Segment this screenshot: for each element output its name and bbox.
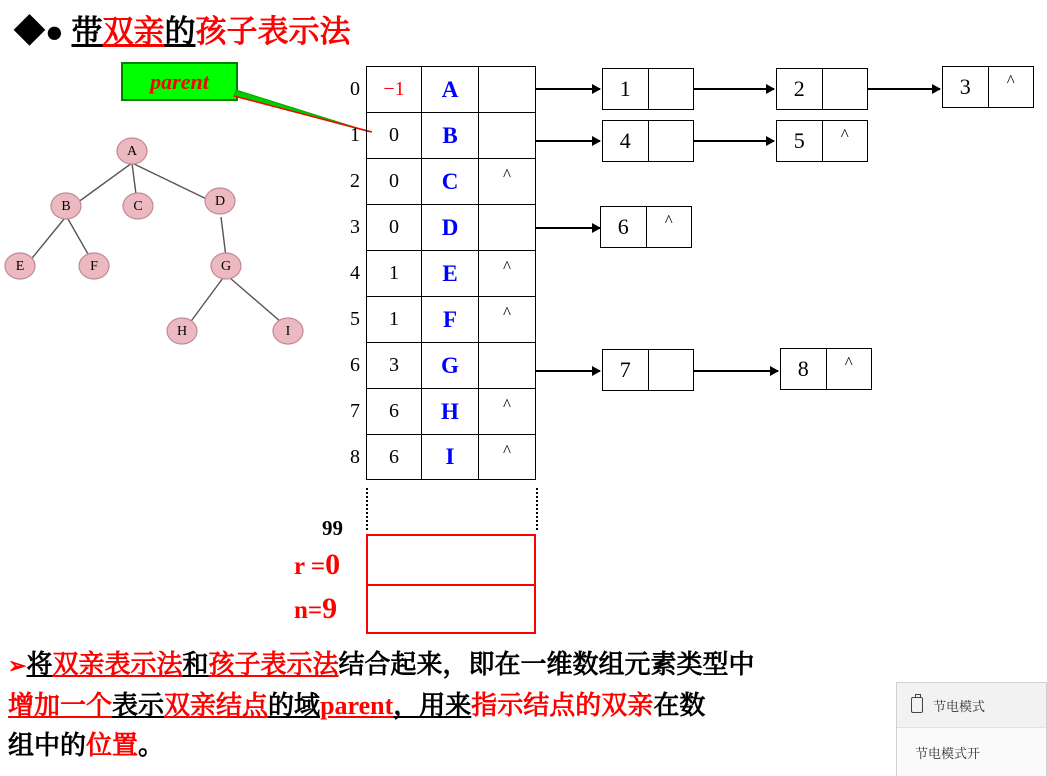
list-node [602,68,694,110]
svg-text:H: H [176,324,188,340]
title-part3: 的 [164,14,196,49]
svg-text:D: D [214,194,226,210]
rn-box [366,534,536,634]
cell-pointer: ^ [478,296,536,342]
table-row [350,434,536,480]
cell-parent: 0 [366,204,421,250]
list-node [602,120,694,162]
cell-parent: 0 [366,112,421,158]
list-node [776,68,868,110]
node-pointer: ^ [1006,71,1015,90]
row-index: 7 [350,399,360,422]
cell-data: G [421,342,478,388]
parent-callout-label: parent [150,68,209,94]
link-arrow [694,370,778,372]
b3b: 位置 [86,731,139,760]
cell-data: F [421,296,478,342]
node-pointer [823,69,868,109]
link-arrow [694,88,774,90]
table-row [350,388,536,434]
bottom-line-2 [8,686,1043,726]
node-value: 8 [781,349,827,389]
node-pointer: ^ [840,125,849,144]
b2c: 双亲结点 [164,691,269,720]
cell-parent: 6 [366,388,421,434]
array-table [350,66,536,480]
r-label [294,548,340,582]
r-value: 0 [325,548,341,581]
node-pointer: ^ [844,353,853,372]
cell-parent: 1 [366,296,421,342]
node-value: 5 [777,121,823,161]
b1c: 和 [182,650,209,679]
row-index: 1 [350,123,360,146]
node-pointer [649,350,694,390]
battery-saver-popup[interactable] [896,682,1047,776]
b2i: 在数 [653,691,706,720]
cell-data: H [421,388,478,434]
link-arrow [536,88,600,90]
row-index: 4 [350,261,360,284]
node-pointer [649,69,694,109]
cell-data: I [421,434,478,480]
list-node [776,120,868,162]
node-value: 3 [943,67,989,107]
cell-pointer: ^ [478,250,536,296]
cell-data: B [421,112,478,158]
svg-text:I: I [285,324,291,340]
link-arrow [694,140,774,142]
title-bullets: ◆● [14,14,64,49]
row-index: 2 [350,169,360,192]
link-arrow [536,370,600,372]
svg-text:G: G [220,259,232,275]
row-index: 5 [350,307,360,330]
cell-data: C [421,158,478,204]
battery-saver-status-label: 节电模式开 [915,745,981,761]
row-index: 6 [350,353,360,376]
cell-parent: 0 [366,158,421,204]
r-label-text: r = [294,553,326,580]
svg-text:E: E [15,259,25,275]
list-node [600,206,692,248]
cell-pointer [478,112,536,158]
n-label-text: n= [294,597,323,624]
cell-pointer [478,204,536,250]
table-row [350,66,536,112]
cell-pointer: ^ [478,158,536,204]
cell-parent: 3 [366,342,421,388]
row-index: 3 [350,215,360,238]
table-row [350,204,536,250]
b1e: 结合起来，即在一维数组元素类型中 [338,650,755,679]
table-continuation-left [366,488,368,530]
battery-saver-status [897,727,1046,776]
cell-parent: −1 [366,66,421,112]
table-row [350,112,536,158]
b2e: parent [320,691,394,720]
cell-pointer: ^ [478,388,536,434]
table-row [350,158,536,204]
last-index-label: 99 [322,516,343,540]
row-index: 0 [350,77,360,100]
table-row [350,342,536,388]
cell-pointer [478,342,536,388]
cell-pointer [478,66,536,112]
battery-saver-item[interactable] [897,683,1046,727]
bottom-line-1 [8,645,1043,686]
title-part2: 双亲 [102,14,165,49]
bottom-text [8,645,1043,766]
row-index: 8 [350,445,360,468]
b2h: 结点的双亲 [523,691,654,720]
cell-data: A [421,66,478,112]
list-node [942,66,1034,108]
node-value: 6 [601,207,647,247]
b3a: 组中的 [8,731,87,760]
cell-parent: 1 [366,250,421,296]
battery-icon [911,697,923,713]
table-row [350,250,536,296]
node-pointer: ^ [664,211,673,230]
svg-text:A: A [126,144,138,160]
b2d: 的域 [268,691,321,720]
svg-text:F: F [90,259,98,275]
cell-data: D [421,204,478,250]
rn-divider [368,584,534,586]
b3c: 。 [138,731,165,760]
table-row [350,296,536,342]
n-label [294,592,337,626]
node-pointer [649,121,694,161]
link-arrow [536,227,600,229]
tree-diagram [0,130,330,370]
page-title [14,6,350,51]
node-value: 4 [603,121,649,161]
bullet-arrow-icon: ➢ [8,653,27,678]
b2g: 指示 [471,691,524,720]
title-part4: 孩子表示法 [195,14,351,49]
node-value: 7 [603,350,649,390]
b2a: 增加一个 [8,691,113,720]
node-value: 1 [603,69,649,109]
b2b: 表示 [112,691,165,720]
b1b: 双亲表示法 [52,650,183,679]
list-node [780,348,872,390]
svg-text:C: C [133,199,143,215]
n-value: 9 [322,592,338,625]
svg-text:B: B [61,199,71,215]
cell-pointer: ^ [478,434,536,480]
list-node [602,349,694,391]
b1d: 孩子表示法 [208,650,339,679]
bottom-line-3 [8,726,1043,766]
table-continuation-right [536,488,538,530]
link-arrow [536,140,600,142]
b1a: 将 [26,650,53,679]
b2f: ，用来 [393,691,472,720]
cell-data: E [421,250,478,296]
title-part1: 带 [71,14,103,49]
node-value: 2 [777,69,823,109]
cell-parent: 6 [366,434,421,480]
link-arrow [868,88,940,90]
battery-saver-label: 节电模式 [933,698,986,714]
